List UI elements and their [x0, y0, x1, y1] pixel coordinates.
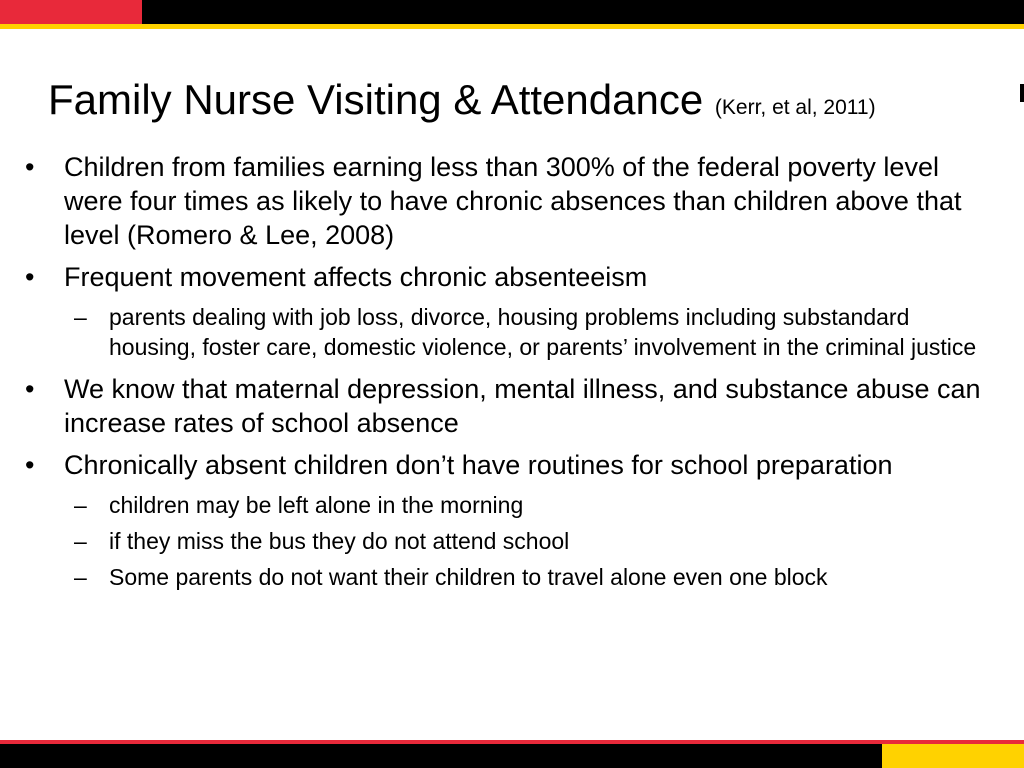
- bullet-text: Frequent movement affects chronic absenteeism: [64, 262, 648, 292]
- bullet-marker: •: [25, 450, 35, 480]
- bullet-3: [22, 372, 992, 440]
- bullet-4: [22, 448, 992, 482]
- bullet-marker: •: [25, 152, 35, 182]
- top-black-bar: [142, 0, 1024, 24]
- bullet-text: Children from families earning less than 300% of the federal poverty level were four times as likely to have chronic absences than children above that level (Romero & Lee, 2008): [64, 152, 962, 250]
- sub-bullet-marker: –: [74, 492, 87, 518]
- bullet-text: Chronically absent children don’t have routines for school preparation: [64, 450, 893, 480]
- bottom-yellow-bar: [882, 744, 1024, 768]
- bullet-marker: •: [25, 374, 35, 404]
- bottom-black-bar: [0, 744, 882, 768]
- sub-bullet-marker: –: [74, 304, 87, 330]
- slide-title-text: Family Nurse Visiting & Attendance: [48, 76, 704, 123]
- top-red-bar: [0, 0, 142, 24]
- slide-citation: (Kerr, et al, 2011): [714, 96, 876, 119]
- slide-title: [48, 72, 1008, 136]
- bullet-text: We know that maternal depression, mental illness, and substance abuse can increase rates of school absence: [64, 374, 981, 438]
- bullet-2: [22, 260, 992, 294]
- sub-bullet-4-3: [22, 562, 992, 592]
- sub-bullet-4-2: [22, 526, 992, 556]
- edge-mark: [1020, 84, 1024, 102]
- top-yellow-stripe: [0, 24, 1024, 29]
- slide-content: [22, 150, 992, 598]
- sub-bullet-marker: –: [74, 564, 87, 590]
- sub-bullet-4-1: [22, 490, 992, 520]
- sub-bullet-text: if they miss the bus they do not attend school: [109, 528, 570, 554]
- sub-bullet-text: parents dealing with job loss, divorce, housing problems including substandard housing, foster care, domestic violence, or parents’ involvement in the criminal justice: [109, 304, 977, 360]
- sub-bullet-text: Some parents do not want their children to travel alone even one block: [109, 564, 828, 590]
- bullet-marker: •: [25, 262, 35, 292]
- sub-bullet-marker: –: [74, 528, 87, 554]
- bullet-1: [22, 150, 992, 252]
- sub-bullet-2-1: [22, 302, 992, 362]
- sub-bullet-text: children may be left alone in the morning: [109, 492, 524, 518]
